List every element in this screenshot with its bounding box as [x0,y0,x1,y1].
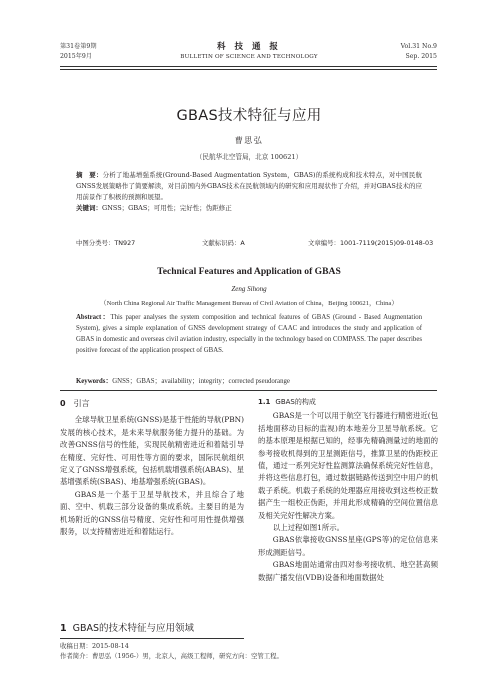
keywords-en-label: Keywords： [76,378,113,385]
subsection-1-1-heading [258,396,438,408]
author-en: Zeng Sihong [231,285,267,293]
abstract-en-label: Abstract： [76,314,111,321]
header-volume-info-en [401,42,437,62]
abstract-cn [76,170,422,203]
author-bio: 作者简介：曹思弘（1956-）男，北京人，高级工程师，研究方向：空管工程。 [60,652,283,660]
document-code: 文献标识码：A [202,239,245,247]
abstract-rule [60,390,437,391]
section-0-number: 0 [60,399,66,408]
right-column [258,396,438,584]
journal-name-en: BULLETIN OF SCIENCE AND TECHNOLOGY [180,54,318,60]
header-rule-thin [60,69,437,70]
header-volume: 第31卷第9期 [60,43,97,50]
abstract-cn-text: 分析了地基增强系统(Ground-Based Augmentation System，GBAS)的系统构成和技术特点，对中国民航GNSS发展策略作了简要解读，对目前国内外GBAS技术在民航领域内的研究和应用现状作了介绍，并对GBAS技术的应用前景作了积极的预测和展望。 [76,171,422,201]
section-1-title: GBAS的技术特征与应用领域 [72,623,195,634]
gbas-paragraph-2: 以上过程如图1所示。 [272,523,345,533]
subsection-1-1-title: GBAS的构成 [275,398,316,406]
abstract-en [76,312,422,356]
intro-paragraph-1: 全球导航卫星系统(GNSS)是基于性能的导航(PBN)发展的核心技术，是未来导航服务能力提升的基础。为改善GNSS信号的性能，实现民航精密进近和着陆引导在精度、完好性、可用性等方面的要求，国际民航组织定义了GNSS增强系统，包括机载增强系统(ABAS)、星基增强系统(SBAS)、地基增强系统(GBAS)。 [60,415,244,487]
received-date: 收稿日期：2015-08-14 [60,642,129,650]
keywords-cn-label: 关键词： [76,204,102,212]
abstract-en-text: This paper analyses the system composition and technical features of GBAS (Ground - Based Augmentation System), gives a simple explanation of GNSS development strategy of CAAC and introduces the study and application of GBAS in domestic and overseas civil aviation industry, especially in the technology based on COMPASS. The paper describes positive forecast of the application prospect of GBAS. [76,314,423,354]
header-volume-en: Vol.31 No.9 [400,43,437,50]
keywords-cn-text: GNSS；GBAS；可用性；完好性；伪距修正 [102,204,232,212]
paper-title-en: Technical Features and Application of GBAS [157,266,341,277]
footnote-rule [60,638,244,639]
header-date: 2015年9月 [60,53,93,60]
section-0-title: 引言 [73,399,90,408]
section-1-heading [60,620,194,634]
clc-number: 中图分类号：TN927 [76,239,136,247]
footnote [60,641,283,661]
affiliation-cn: （民航华北空管局，北京 100621） [195,153,303,161]
subsection-1-1-number: 1.1 [258,398,271,406]
affiliation-en: （North China Regional Air Traffic Management Bureau of Civil Aviation of China，Beijing 100621，China） [100,300,398,307]
intro-paragraph-2: GBAS是一个基于卫星导航技术，并且综合了地面、空中、机载三部分设备的集成系统。主要目的是为机场附近的GNSS信号精度、完好性和可用性提供增强服务，以支持精密进近和着陆运行。 [60,489,244,537]
left-column [60,398,244,538]
article-number: 文章编号：1001-7119(2015)09-0148-03 [308,239,434,247]
paper-title-cn: GBAS技术特征与应用 [176,108,322,124]
section-1-number: 1 [60,623,67,634]
header-rule [60,66,437,67]
keywords-en [76,376,422,387]
section-0-heading [60,398,244,410]
abstract-cn-label: 摘 要： [76,171,103,179]
header-date-en: Sep. 2015 [405,53,437,60]
gbas-paragraph-1: GBAS是一个可以用于航空飞行器进行精密进近(包括地面移动目标的监视)的本地差分卫星导航系统。它的基本原理是根据已知的，经事先精确测量过的地面的参考接收机得到的卫星测距信号，推算卫星的伪距校正值，通过一系列完好性监测算法确保系统完好性信息，并将这些信息打包，通过数据链路传送到空中用户的机载子系统。机载子系统的处理器应用接收到这些校正数据产生一组校正伪距，并用此形成精确的空间位置信息及相关完好性解决方案。 [258,411,438,520]
keywords-cn [76,203,422,214]
gbas-paragraph-3: GBAS依靠接收GNSS星座(GPS等)的定位信息来形成测距信号。 [258,535,438,557]
author-cn: 曹思弘 [234,136,264,145]
gbas-paragraph-4: GBAS地面站通常由四对参考接收机、地空甚高频数据广播发信(VDB)设备和地面数据处 [258,560,438,582]
keywords-en-text: GNSS；GBAS；availability；integrity；corrected pseudorange [112,378,290,385]
journal-name-cn: 科 技 通 报 [217,42,281,52]
